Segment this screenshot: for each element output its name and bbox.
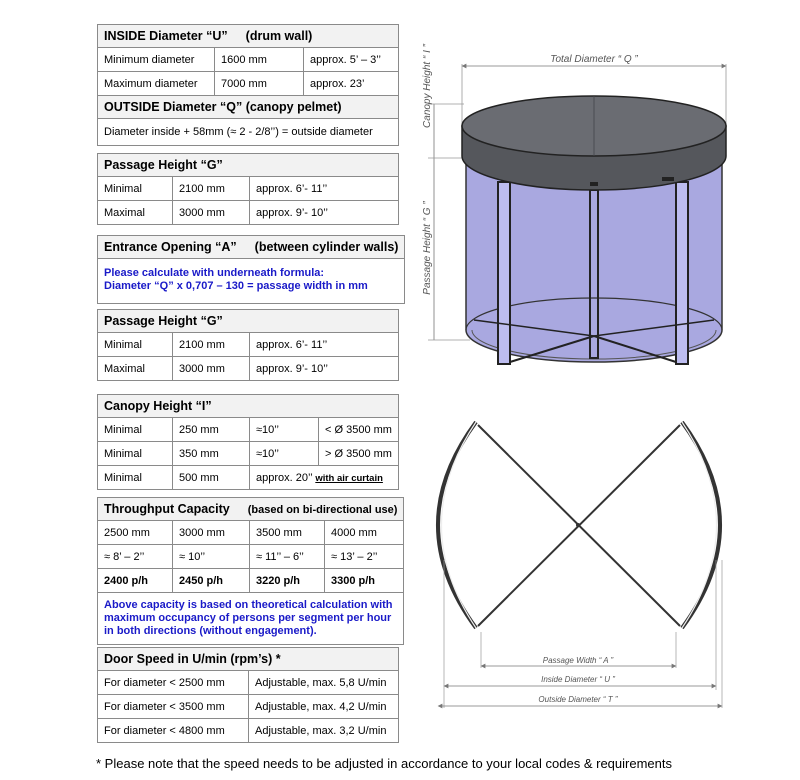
passage-width-label: Passage Width “ A ” bbox=[542, 656, 614, 665]
row-approx: approx. 5’ – 3’’ bbox=[304, 48, 399, 72]
throughput-header: Throughput Capacity (based on bi-directional use) bbox=[98, 498, 404, 521]
row-mm: 250 mm bbox=[173, 418, 250, 442]
air-curtain-link[interactable]: with air curtain bbox=[315, 472, 383, 484]
footnote: * Please note that the speed needs to be adjusted in accordance to your local codes & requirements bbox=[96, 756, 672, 771]
revolving-door-3d-illustration bbox=[428, 64, 726, 364]
row-label: Maximal bbox=[98, 201, 173, 225]
row-approx-air-curtain: approx. 20’’ with air curtain bbox=[250, 466, 399, 490]
row-value: Adjustable, max. 5,8 U/min bbox=[249, 671, 399, 695]
row-mm: 350 mm bbox=[173, 442, 250, 466]
door-speed-header: Door Speed in U/min (rpm’s) * bbox=[98, 648, 399, 671]
row-mm: 7000 mm bbox=[215, 72, 304, 96]
row-label: For diameter < 2500 mm bbox=[98, 671, 249, 695]
imperial-cell: ≈ 13’ – 2’’ bbox=[325, 545, 404, 569]
row-mm: 3000 mm bbox=[173, 357, 250, 381]
outside-diameter-header: OUTSIDE Diameter “Q” (canopy pelmet) bbox=[98, 96, 399, 119]
row-label: For diameter < 4800 mm bbox=[98, 719, 249, 743]
canopy-height-header: Canopy Height “I” bbox=[98, 395, 399, 418]
row-extra: < Ø 3500 mm bbox=[319, 418, 399, 442]
row-mm: 500 mm bbox=[173, 466, 250, 490]
row-label: Maximal bbox=[98, 357, 173, 381]
size-cell: 4000 mm bbox=[325, 521, 404, 545]
total-diameter-label: Total Diameter “ Q ” bbox=[550, 54, 638, 65]
capacity-cell: 2450 p/h bbox=[173, 569, 250, 593]
row-mm: 2100 mm bbox=[173, 333, 250, 357]
inside-diameter-header: INSIDE Diameter “U” (drum wall) bbox=[98, 25, 399, 48]
imperial-cell: ≈ 8’ – 2’’ bbox=[98, 545, 173, 569]
outside-diameter-label: Outside Diameter “ T ” bbox=[538, 695, 618, 704]
row-label: Minimal bbox=[98, 466, 173, 490]
row-label: Minimum diameter bbox=[98, 48, 215, 72]
row-approx: ≈10’’ bbox=[250, 442, 319, 466]
row-value: Adjustable, max. 4,2 U/min bbox=[249, 695, 399, 719]
imperial-cell: ≈ 10’’ bbox=[173, 545, 250, 569]
row-label: Minimal bbox=[98, 333, 173, 357]
row-label: Maximum diameter bbox=[98, 72, 215, 96]
row-approx: approx. 23’ bbox=[304, 72, 399, 96]
outside-diameter-text: Diameter inside + 58mm (≈ 2 - 2/8’’) = outside diameter bbox=[98, 119, 399, 146]
row-extra: > Ø 3500 mm bbox=[319, 442, 399, 466]
row-approx: approx. 6’- 11’’ bbox=[250, 177, 399, 201]
capacity-cell: 3220 p/h bbox=[250, 569, 325, 593]
size-cell: 3500 mm bbox=[250, 521, 325, 545]
size-cell: 2500 mm bbox=[98, 521, 173, 545]
entrance-formula: Please calculate with underneath formula: Diameter “Q” x 0,707 – 130 = passage width in mm bbox=[98, 259, 405, 304]
canopy-height-label: Canopy Height “ I ” bbox=[422, 44, 433, 128]
passage-height-header: Passage Height “G” bbox=[98, 154, 399, 177]
row-label: Minimal bbox=[98, 177, 173, 201]
capacity-cell: 3300 p/h bbox=[325, 569, 404, 593]
row-mm: 1600 mm bbox=[215, 48, 304, 72]
row-approx: ≈10’’ bbox=[250, 418, 319, 442]
row-label: For diameter < 3500 mm bbox=[98, 695, 249, 719]
row-label: Minimal bbox=[98, 442, 173, 466]
capacity-cell: 2400 p/h bbox=[98, 569, 173, 593]
row-mm: 3000 mm bbox=[173, 201, 250, 225]
row-approx: approx. 6’- 11’’ bbox=[250, 333, 399, 357]
entrance-opening-header: Entrance Opening “A” (between cylinder walls) bbox=[98, 236, 405, 259]
row-label: Minimal bbox=[98, 418, 173, 442]
size-cell: 3000 mm bbox=[173, 521, 250, 545]
imperial-cell: ≈ 11’’ – 6’’ bbox=[250, 545, 325, 569]
row-mm: 2100 mm bbox=[173, 177, 250, 201]
row-value: Adjustable, max. 3,2 U/min bbox=[249, 719, 399, 743]
passage-height-header: Passage Height “G” bbox=[98, 310, 399, 333]
throughput-note: Above capacity is based on theoretical calculation with maximum occupancy of persons per segment per hour in both directions (without engagement). bbox=[98, 593, 404, 645]
passage-height-label: Passage Height “ G ” bbox=[422, 201, 433, 295]
row-approx: approx. 9’- 10’’ bbox=[250, 357, 399, 381]
inside-diameter-label: Inside Diameter “ U ” bbox=[541, 675, 615, 684]
row-approx: approx. 9’- 10’’ bbox=[250, 201, 399, 225]
revolving-door-plan-view bbox=[438, 422, 722, 708]
